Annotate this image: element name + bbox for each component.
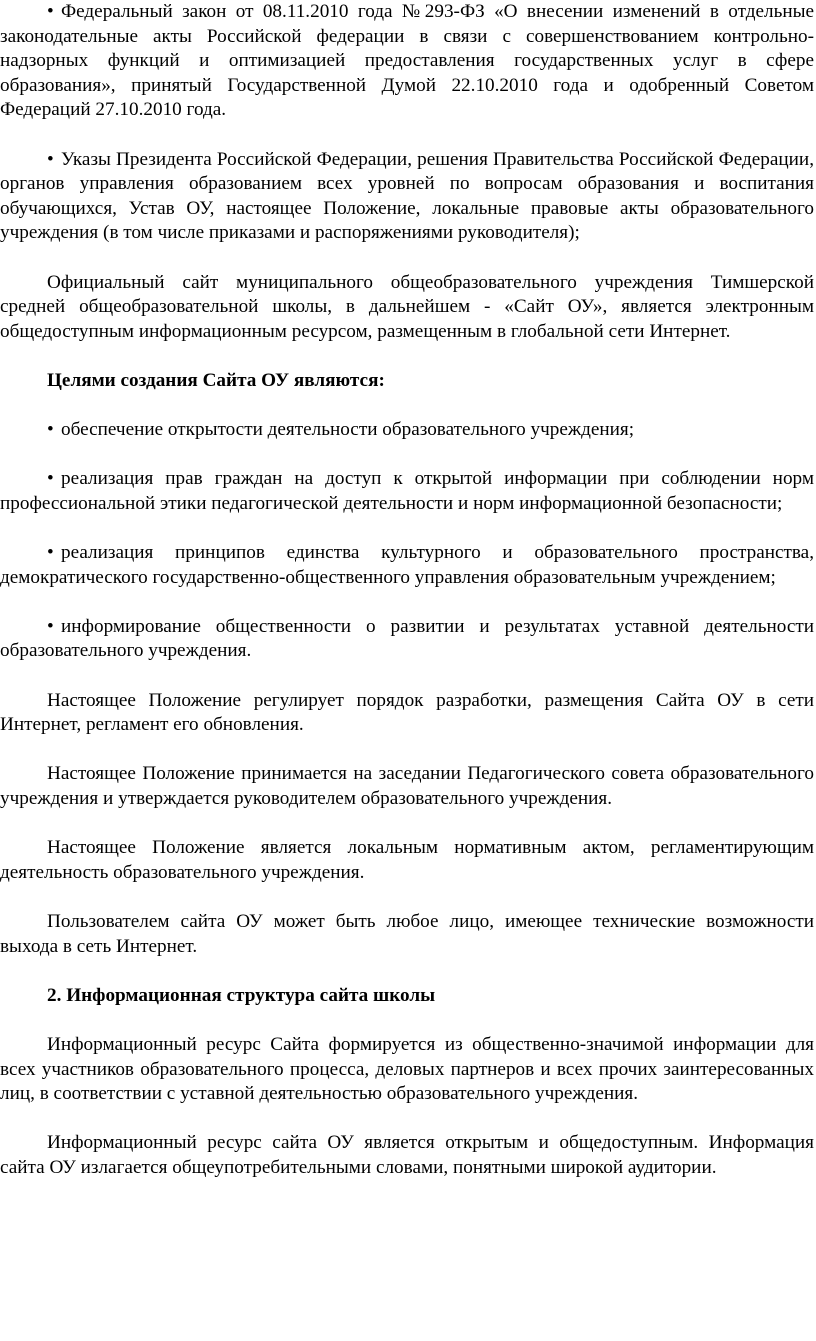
paragraph-text: реализация прав граждан на доступ к открытой информации при соблюдении норм профессиональной этики педагогической деятельности и норм информационной безопасности;	[0, 468, 814, 514]
bullet-icon: •	[47, 1, 54, 22]
spacer	[0, 812, 814, 837]
paragraph-text: Федеральный закон от 08.11.2010 года №293-ФЗ «О внесении изменений в отдельные законодательные акты Российской федерации в связи с совершенствованием контрольно-надзорных функций и оптимизацией предоставления государственных услуг в сфере образования», принятый Государственной Думой 22.10.2010 года и одобренный Советом Федераций 27.10.2010 года.	[0, 1, 814, 121]
paragraph-regulation-adoption: Настоящее Положение принимается на заседании Педагогического совета образовательного учреждения и утверждается руководителем образовательного учреждения.	[0, 763, 814, 809]
spacer	[0, 959, 814, 984]
section-heading-goals: Целями создания Сайта ОУ являются:	[47, 369, 385, 391]
spacer	[0, 738, 814, 763]
bullet-icon: •	[47, 615, 54, 637]
paragraph-regulation-order: Настоящее Положение регулирует порядок разработки, размещения Сайта ОУ в сети Интернет, регламент его обновления.	[0, 689, 814, 736]
spacer	[0, 1107, 814, 1132]
spacer	[0, 123, 814, 148]
paragraph-text: Указы Президента Российской Федерации, решения Правительства Российской Федерации, органов управления образованием всех уровней по вопросам образования и воспитания обучающихся, Устав ОУ, настоящее Положение, локальные правовые акты образовательного учреждения (в том числе приказами и распоряжениями руководителя);	[0, 148, 814, 244]
spacer	[0, 394, 814, 419]
bullet-paragraph-openness	[0, 418, 814, 443]
spacer	[0, 590, 814, 615]
spacer	[0, 885, 814, 910]
paragraph-text: информирование общественности о развитии и результатах уставной деятельности образовательного учреждения.	[0, 615, 814, 662]
paragraph-information-resource: Информационный ресурс Сайта формируется из общественно-значимой информации для всех участников образовательного процесса, деловых партнеров и всех прочих заинтересованных лиц, в соответствии с уставной деятельностью образовательного учреждения.	[0, 1033, 814, 1105]
bullet-icon: •	[47, 468, 54, 490]
paragraph-text: реализация принципов единства культурного и образовательного пространства, демократического государственно-общественного управления образовательным учреждением;	[0, 542, 814, 588]
bullet-icon: •	[47, 148, 54, 170]
spacer	[0, 664, 814, 689]
spacer	[0, 443, 814, 468]
bullet-paragraph-federal-law	[0, 0, 814, 123]
bullet-paragraph-rights	[0, 467, 814, 516]
spacer	[0, 516, 814, 541]
spacer	[0, 246, 814, 271]
spacer	[0, 1008, 814, 1033]
section-heading-structure: 2. Информационная структура сайта школы	[47, 984, 436, 1006]
paragraph-open-resource: Информационный ресурс сайта ОУ является открытым и общедоступным. Информация сайта ОУ излагается общеупотребительными словами, понятными широкой аудитории.	[0, 1132, 814, 1178]
paragraph-regulation-local-act: Настоящее Положение является локальным нормативным актом, регламентирующим деятельность образовательного учреждения.	[0, 837, 814, 883]
bullet-paragraph-principles	[0, 541, 814, 590]
bullet-icon: •	[47, 419, 54, 441]
bullet-icon: •	[47, 542, 54, 564]
bullet-paragraph-decrees	[0, 148, 814, 246]
paragraph-text: обеспечение открытости деятельности образовательного учреждения;	[61, 419, 635, 441]
paragraph-site-user: Пользователем сайта ОУ может быть любое лицо, имеющее технические возможности выхода в сеть Интернет.	[0, 910, 814, 957]
bullet-paragraph-informing	[0, 615, 814, 664]
spacer	[0, 344, 814, 369]
paragraph-official-site: Официальный сайт муниципального общеобразовательного учреждения Тимшерской средней общеобразовательной школы, в дальнейшем - «Сайт ОУ», является электронным общедоступным информационным ресурсом, размещенным в глобальной сети Интернет.	[0, 271, 814, 342]
